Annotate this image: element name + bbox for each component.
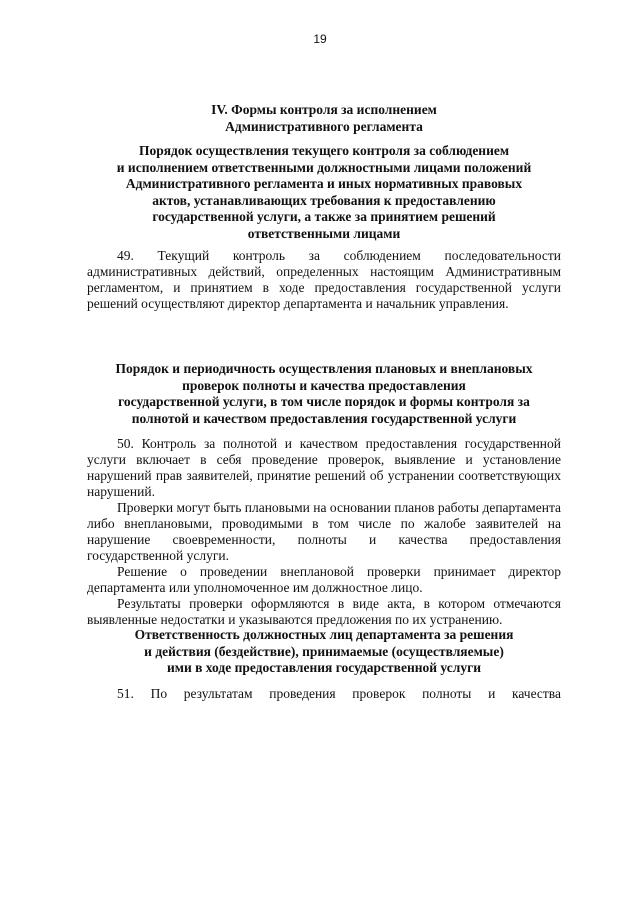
paragraph-line: 50. Контроль за полнотой и качеством предоставления государственной [117,436,561,451]
paragraph-line: Решение о проведении внеплановой проверки принимает директор [117,564,561,579]
subheading-line: актов, устанавливающих требования к предоставлению [152,192,496,208]
subheading-current-control [86,143,562,242]
subheading-line: проверок полноты и качества предоставления [182,377,466,393]
subheading-line: государственной услуги, а также за принятием решений [152,209,496,224]
subheading-line: Ответственность должностных лиц департамента за решения [134,627,514,642]
section-heading-line: IV. Формы контроля за исполнением [211,102,437,117]
paragraph-line: Результаты проверки оформляются в виде акта, в котором отмечаются [117,596,561,611]
subheading-line: государственной услуги, в том числе порядок и формы контроля за [118,394,530,409]
subheading-periodicity [86,361,562,427]
paragraph-line: либо внеплановыми, проводимыми в том числе по жалобе заявителей на [87,516,561,531]
paragraph-line: выявленные недостатки и указываются предложения по их устранению. [87,612,503,627]
subheading-line: Порядок осуществления текущего контроля за соблюдением [138,143,510,158]
paragraph-line: нарушений. [87,484,155,499]
paragraph-line: нарушений прав заявителей, принятие решений об устранении соответствующих [87,468,561,483]
paragraph-line: нарушение своевременности, полноты и качества предоставления [87,532,561,547]
paragraph-line: Проверки могут быть плановыми на основании планов работы департамента [117,500,561,515]
paragraph-line: 49. Текущий контроль за соблюдением последовательности [117,248,561,263]
paragraph-line: 51. По результатам проведения проверок полноты и качества [117,686,561,701]
paragraph-50 [87,436,561,628]
paragraph-49 [87,248,561,312]
paragraph-51 [87,686,561,702]
paragraph-line: услуги включает в себя проведение проверок, выявление и установление [87,452,561,467]
paragraph-line: решений осуществляют директор департамента и начальник управления. [87,296,509,311]
subheading-line: Порядок и периодичность осуществления плановых и внеплановых [115,361,533,376]
page-number: 19 [313,32,327,46]
section-heading [86,102,562,135]
section-heading-line: Административного регламента [225,118,423,134]
subheading-responsibility [86,627,562,677]
paragraph-line: регламентом, и принятием в ходе предоставления государственной услуги [87,280,561,295]
subheading-line: полнотой и качеством предоставления государственной услуги [131,410,517,426]
subheading-line: ответственными лицами [247,225,401,241]
subheading-line: и исполнением ответственными должностными лицами положений [116,159,532,175]
subheading-line: Административного регламента и иных нормативных правовых [125,176,523,191]
paragraph-line: государственной услуги. [87,548,229,563]
subheading-line: и действия (бездействие), принимаемые (осуществляемые) [144,643,504,659]
subheading-line: ими в ходе предоставления государственной услуги [167,660,481,675]
paragraph-line: административных действий, определенных настоящим Административным [87,264,561,279]
paragraph-line: департамента или уполномоченное им должностное лицо. [87,580,423,595]
